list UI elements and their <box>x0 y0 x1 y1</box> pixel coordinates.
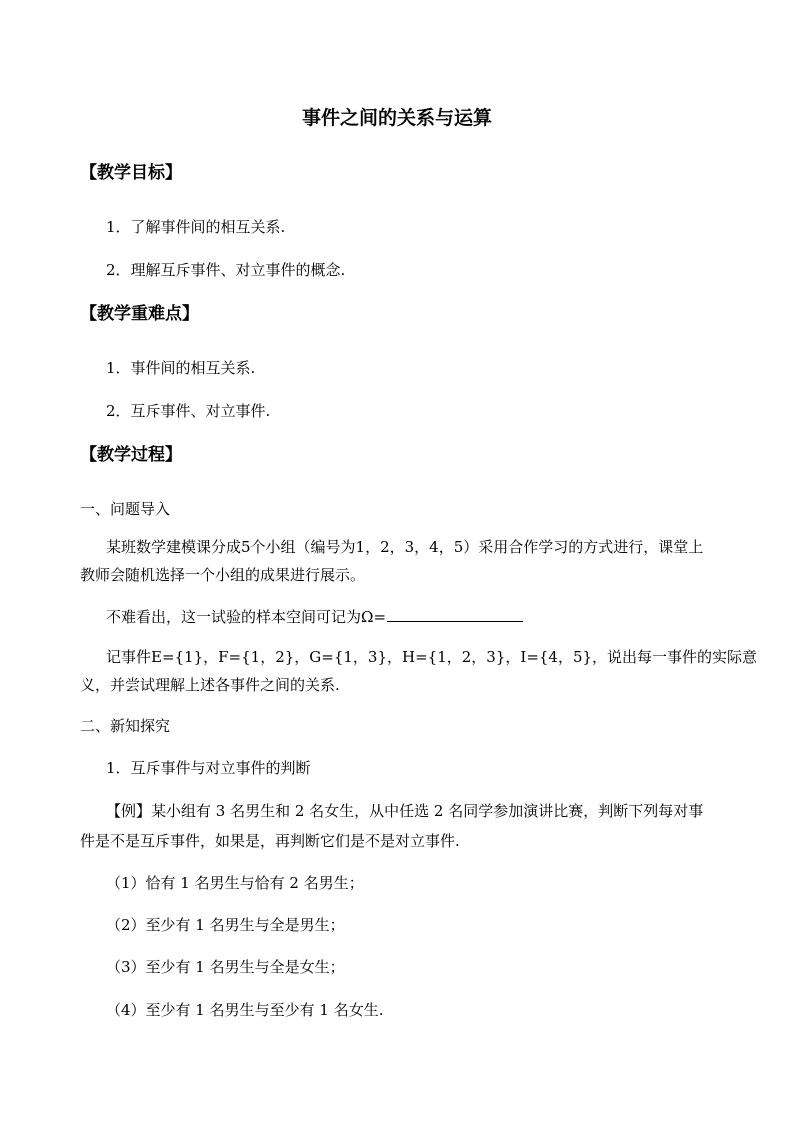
question-2: （2）至少有 1 名男生与全是男生； <box>106 916 345 934</box>
key-points-heading: 【教学重难点】 <box>80 304 199 324</box>
events-paragraph-line-2: 义，并尝试理解上述各事件之间的关系. <box>80 676 340 694</box>
section-1-heading: 一、问题导入 <box>80 500 171 518</box>
key-point-item-1: 1．事件间的相互关系. <box>106 359 256 377</box>
objective-item-1: 1．了解事件间的相互关系. <box>106 218 286 236</box>
section-2-heading: 二、新知探究 <box>80 717 171 735</box>
answer-blank <box>387 606 523 622</box>
objectives-heading: 【教学目标】 <box>80 163 182 183</box>
page-title: 事件之间的关系与运算 <box>301 107 492 129</box>
question-4: （4）至少有 1 名男生与至少有 1 名女生. <box>106 1001 384 1019</box>
subsection-1-heading: 1．互斥事件与对立事件的判断 <box>106 759 311 777</box>
example-line-2: 件是不是互斥事件，如果是，再判断它们是不是对立事件. <box>80 832 460 850</box>
key-point-item-2: 2．互斥事件、对立事件. <box>106 402 271 420</box>
process-heading: 【教学过程】 <box>80 445 182 465</box>
sample-space-line <box>106 606 523 627</box>
intro-paragraph-line-2: 教师会随机选择一个小组的成果进行展示。 <box>80 566 366 584</box>
intro-paragraph-line-1: 某班数学建模课分成5个小组（编号为1，2，3，4，5）采用合作学习的方式进行，课堂上 <box>106 538 704 556</box>
example-line-1: 【例】某小组有 3 名男生和 2 名女生，从中任选 2 名同学参加演讲比赛，判断下列每对事 <box>106 802 704 820</box>
sample-space-text: 不难看出，这一试验的样本空间可记为Ω= <box>106 608 387 626</box>
question-3: （3）至少有 1 名男生与全是女生； <box>106 958 345 976</box>
question-1: （1）恰有 1 名男生与恰有 2 名男生； <box>106 874 364 892</box>
events-paragraph-line-1: 记事件E={1}，F={1，2}，G={1，3}，H={1，2，3}，I={4，5}，说出每一事件的实际意 <box>106 648 758 666</box>
objective-item-2: 2．理解互斥事件、对立事件的概念. <box>106 261 346 279</box>
